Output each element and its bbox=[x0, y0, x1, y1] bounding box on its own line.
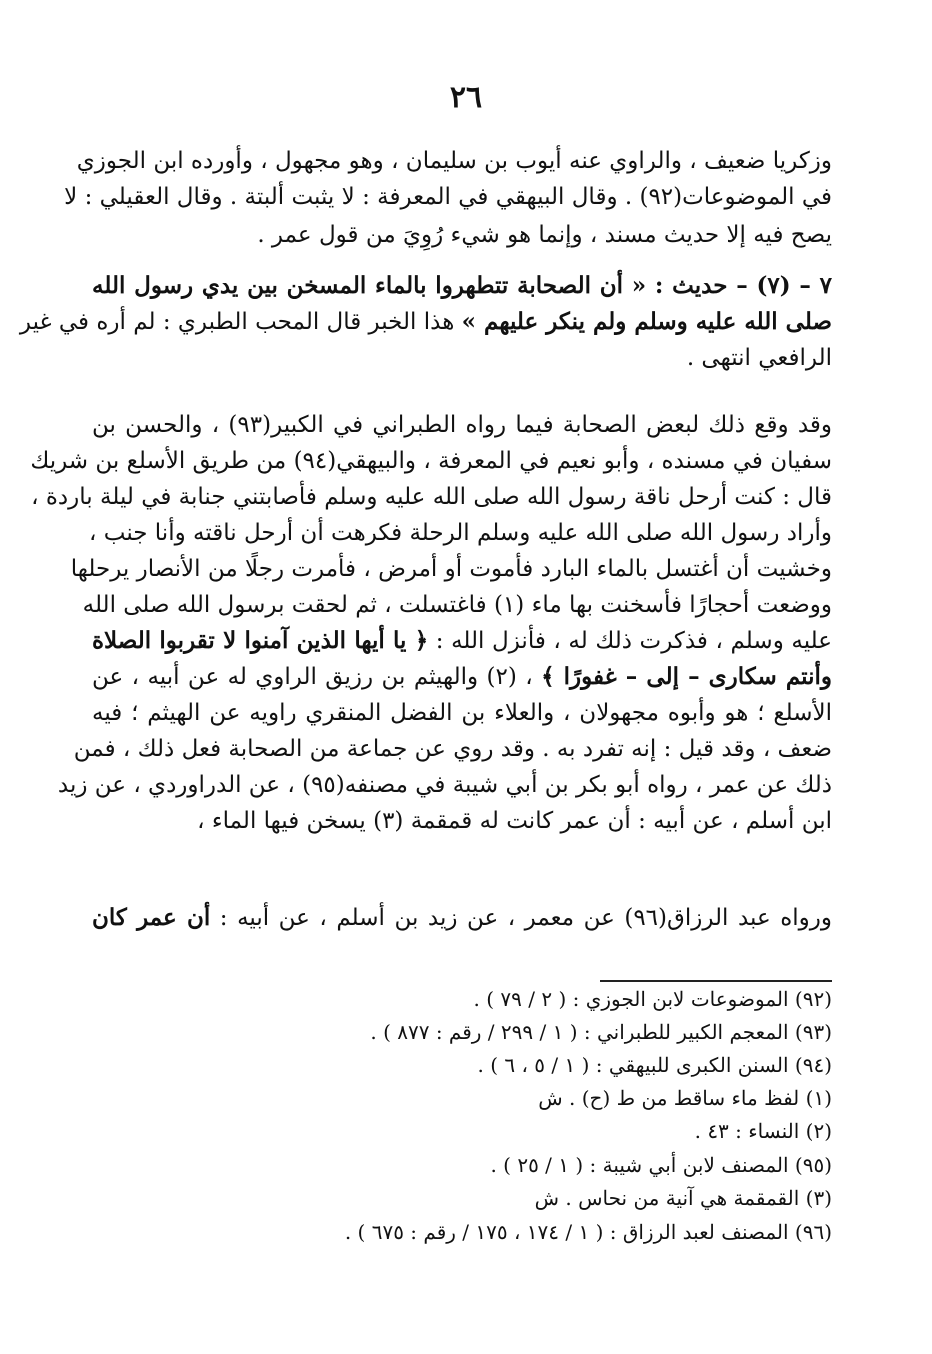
footnote: (٩٢) الموضوعات لابن الجوزي : ( ٢ / ٧٩ ) . bbox=[473, 987, 832, 1011]
normal-segment: عليه وسلم ، فذكرت ذلك له ، فأنزل الله : bbox=[428, 628, 832, 654]
normal-segment: ذلك عن عمر ، رواه أبو بكر بن أبي شيبة في مصنفه(٩٥) ، عن الدراوردي ، عن زيد bbox=[57, 772, 832, 798]
text-line bbox=[30, 443, 832, 479]
normal-segment: وخشيت أن أغتسل بالماء البارد فأموت أو أمرض ، فأمرت رجلًا من الأنصار يرحلها bbox=[70, 556, 832, 582]
bold-segment: أن عمر كان bbox=[92, 904, 211, 931]
hadith-title-normal: الرافعي انتهى . bbox=[686, 345, 832, 371]
footnote: (٣) القمقمة هي آنية من نحاس . ش bbox=[534, 1186, 832, 1210]
text-line: في الموضوعات(٩٢) . وقال البيهقي في المعرفة : لا يثبت ألبتة . وقال العقيلي : لا bbox=[64, 184, 832, 210]
footnote: (١) لفظ ماء ساقط من ط (ح) . ش bbox=[538, 1086, 832, 1110]
quran-verse-bold: ﴿ يا أيها الذين آمنوا لا تقربوا الصلاة bbox=[92, 627, 429, 654]
normal-segment: قال : كنت أرحل ناقة رسول الله صلى الله عليه وسلم فأصابتني جنابة في ليلة باردة ، bbox=[31, 484, 832, 510]
hadith-title-bold: ٧ – (٧) – حديث : « أن الصحابة تتطهروا بالماء المسخن بين يدي رسول الله bbox=[92, 272, 832, 299]
normal-segment: الأسلع ؛ هو وأبوه مجهولان ، والعلاء بن الفضل المنقري راويه عن الهيثم ؛ فيه bbox=[92, 700, 832, 726]
text-line bbox=[82, 587, 832, 623]
text-line bbox=[31, 479, 832, 515]
text-line bbox=[92, 900, 832, 936]
quran-verse-bold: وأنتم سكارى – إلى – غفورًا ﴾ bbox=[541, 663, 833, 690]
text-line: يصح فيه إلا حديث مسند ، وإنما هو شيء رُوِيَ من قول عمر . bbox=[257, 222, 832, 248]
text-line bbox=[92, 407, 832, 443]
normal-segment: ورواه عبد الرزاق(٩٦) عن معمر ، عن زيد بن أسلم ، عن أبيه : bbox=[210, 905, 832, 931]
footnote: (٢) النساء : ٤٣ . bbox=[694, 1119, 832, 1143]
footnote: (٩٦) المصنف لعبد الرزاق : ( ١ / ١٧٤ ، ١٧٥ / رقم : ٦٧٥ ) . bbox=[344, 1220, 832, 1244]
text-line bbox=[73, 731, 832, 767]
page-number: ٢٦ bbox=[449, 80, 483, 115]
normal-segment: ، (٢) والهيثم بن رزيق الراوي له عن أبيه ، عن bbox=[92, 664, 542, 690]
text-line bbox=[92, 659, 832, 695]
text-line bbox=[92, 695, 832, 731]
hadith-title-line bbox=[19, 304, 832, 340]
text-line bbox=[89, 515, 832, 551]
footnote: (٩٣) المعجم الكبير للطبراني : ( ١ / ٢٩٩ / رقم : ٨٧٧ ) . bbox=[370, 1020, 832, 1044]
normal-segment: ابن أسلم ، عن أبيه : أن عمر كانت له قمقمة (٣) يسخن فيها الماء ، bbox=[197, 808, 832, 834]
text-line bbox=[92, 623, 832, 659]
footnote: (٩٥) المصنف لابن أبي شيبة : ( ١ / ٢٥ ) . bbox=[490, 1153, 832, 1177]
normal-segment: سفيان في مسنده ، وأبو نعيم في المعرفة ، والبيهقي(٩٤) من طريق الأسلع بن شريك bbox=[30, 448, 832, 474]
text-line bbox=[70, 551, 832, 587]
footnote-separator bbox=[600, 980, 832, 982]
hadith-title-line bbox=[92, 340, 832, 376]
text-line bbox=[57, 767, 832, 803]
normal-segment: ووضعت أحجارًا فأسخنت بها ماء (١) فاغتسلت ، ثم لحقت برسول الله صلى الله bbox=[82, 592, 832, 618]
normal-segment: ضعف ، وقد قيل : إنه تفرد به . وقد روي عن جماعة من الصحابة فعل ذلك ، فمن bbox=[73, 736, 832, 762]
hadith-title-bold: صلى الله عليه وسلم ولم ينكر عليهم » bbox=[461, 308, 832, 335]
hadith-title-normal: هذا الخبر قال المحب الطبري : لم أره في غير bbox=[19, 309, 462, 335]
text-line: وزكريا ضعيف ، والراوي عنه أيوب بن سليمان ، وهو مجهول ، وأورده ابن الجوزي bbox=[76, 148, 832, 174]
hadith-title-line bbox=[92, 268, 832, 304]
footnote: (٩٤) السنن الكبرى للبيهقي : ( ١ / ٥ ، ٦ ) . bbox=[477, 1053, 832, 1077]
normal-segment: وقد وقع ذلك لبعض الصحابة فيما رواه الطبراني في الكبير(٩٣) ، والحسن بن bbox=[92, 412, 832, 438]
text-line bbox=[92, 803, 832, 839]
normal-segment: وأراد رسول الله صلى الله عليه وسلم الرحلة فكرهت أن أرحل ناقته وأنا جنب ، bbox=[89, 520, 832, 546]
